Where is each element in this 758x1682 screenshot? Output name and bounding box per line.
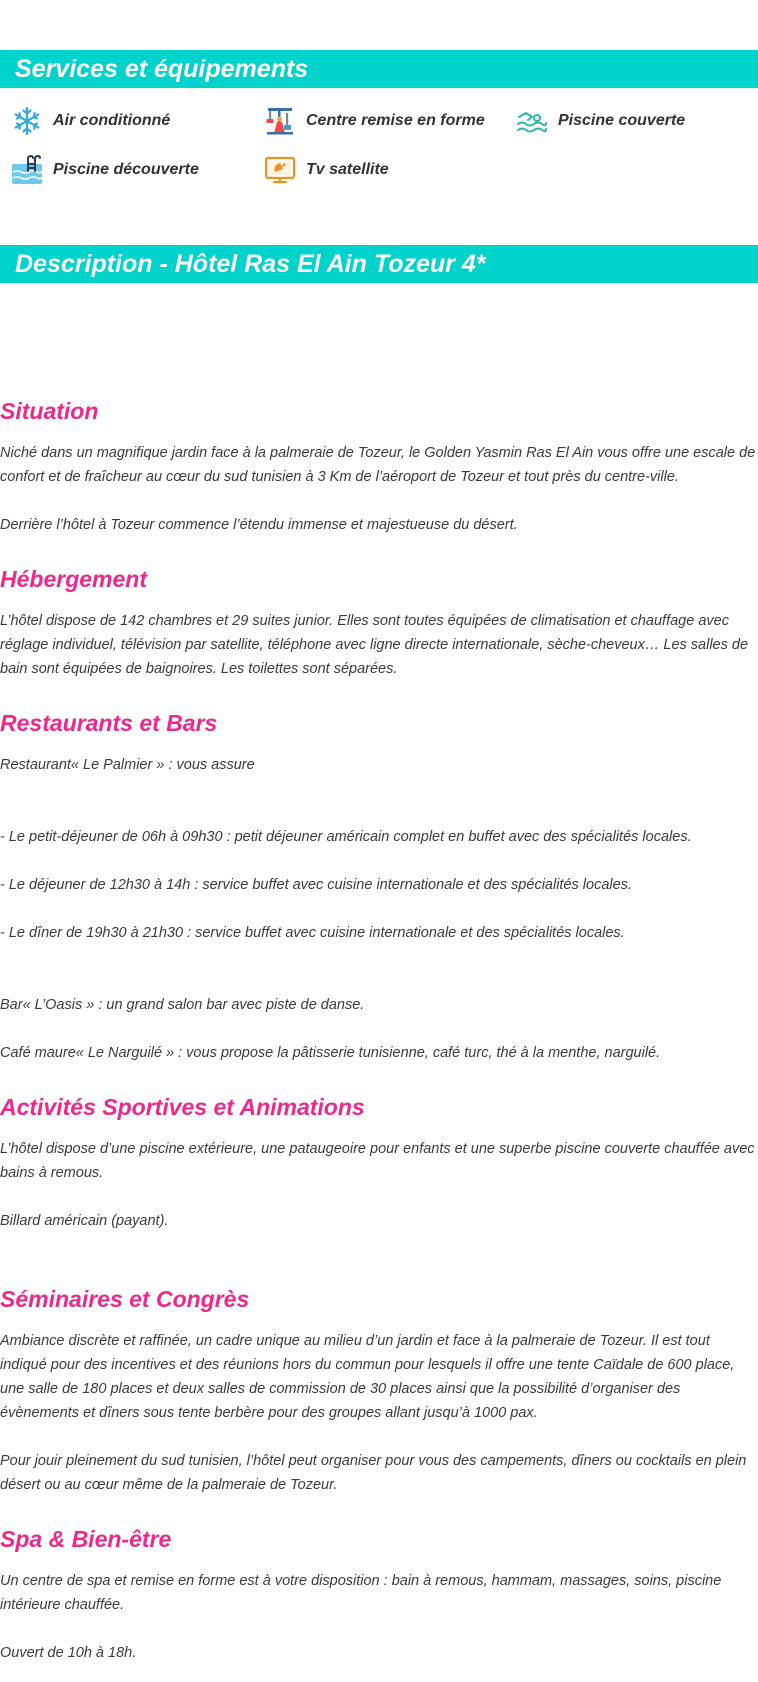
- service-label: Tv satellite: [306, 161, 389, 178]
- heading-situation: Situation: [0, 398, 99, 424]
- activites-paragraph-1: L’hôtel dispose d’une piscine extérieure, une pataugeoire pour enfants et une superbe piscine couverte chauffée avec bains à remous.: [0, 1141, 755, 1181]
- service-fitness-center: [264, 105, 485, 137]
- snowflake-icon: [11, 105, 43, 137]
- description-header: [0, 245, 758, 283]
- heading-seminaires: Séminaires et Congrès: [0, 1286, 250, 1312]
- service-label: Air conditionné: [53, 112, 171, 129]
- service-label: Piscine découverte: [53, 161, 199, 178]
- service-label: Centre remise en forme: [306, 112, 485, 129]
- outdoor-pool-icon: [11, 154, 43, 186]
- description-title: Description - Hôtel Ras El Ain Tozeur 4*: [15, 250, 486, 278]
- service-indoor-pool: [516, 105, 685, 137]
- hebergement-paragraph: L’hôtel dispose de 142 chambres et 29 suites junior. Elles sont toutes équipées de climatisation et chauffage avec réglage individuel, télévision par satellite, téléphone avec ligne directe internationale, sèche-cheveux… Les salles de bain sont équipées de baignoires. Les toilettes sont séparées.: [0, 613, 749, 677]
- heading-spa: Spa & Bien-être: [0, 1526, 172, 1552]
- seminaires-paragraph-2: Pour jouir pleinement du sud tunisien, l’hôtel peut organiser pour vous des campements, dîners ou cocktails en plein désert ou au cœur même de la palmeraie de Tozeur.: [0, 1453, 747, 1493]
- fitness-icon: [264, 105, 296, 137]
- cafe-narguile: Café maure« Le Narguilé » : vous propose la pâtisserie tunisienne, café turc, thé à la menthe, narguilé.: [0, 1045, 661, 1061]
- spa-paragraph-2: Ouvert de 10h à 18h.: [0, 1645, 137, 1661]
- services-header: [0, 50, 758, 88]
- heading-hebergement: Hébergement: [0, 566, 147, 592]
- service-label: Piscine couverte: [558, 112, 686, 129]
- situation-paragraph-2: Derrière l’hôtel à Tozeur commence l’étendu immense et majestueuse du désert.: [0, 517, 518, 533]
- situation-paragraph-1: Niché dans un magnifique jardin face à la palmeraie de Tozeur, le Golden Yasmin Ras El Ain vous offre une escale de confort et de fraîcheur au cœur du sud tunisien à 3 Km de l’aéroport de Tozeur et tout près du centre-ville.: [0, 445, 756, 485]
- heading-activites: Activités Sportives et Animations: [0, 1094, 365, 1120]
- restaurant-dinner: - Le dîner de 19h30 à 21h30 : service buffet avec cuisine internationale et des spécialités locales.: [0, 925, 625, 941]
- services-title: Services et équipements: [15, 55, 309, 83]
- indoor-pool-icon: [516, 105, 548, 137]
- restaurant-intro: Restaurant« Le Palmier » : vous assure: [0, 757, 255, 773]
- heading-restaurants: Restaurants et Bars: [0, 710, 218, 736]
- service-satellite-tv: [264, 154, 389, 186]
- seminaires-paragraph-1: Ambiance discrète et raffinée, un cadre unique au milieu d’un jardin et face à la palmeraie de Tozeur. Il est tout indiqué pour des incentives et des réunions hors du commun pour lesquels il offre une tente Caïdale de 600 place, une salle de 180 places et deux salles de commission de 30 places ainsi que la possibilité d’organiser des évènements et dîners sous tente berbère pour des groupes allant jusqu’à 1000 pax.: [0, 1333, 735, 1421]
- bar-oasis: Bar« L’Oasis » : un grand salon bar avec piste de danse.: [0, 997, 365, 1013]
- service-air-conditioning: [11, 105, 170, 137]
- satellite-tv-icon: [264, 154, 296, 186]
- spa-paragraph-1: Un centre de spa et remise en forme est à votre disposition : bain à remous, hammam, massages, soins, piscine intérieure chauffée.: [0, 1573, 722, 1613]
- restaurant-lunch: - Le déjeuner de 12h30 à 14h : service buffet avec cuisine internationale et des spécialités locales.: [0, 877, 632, 893]
- restaurant-breakfast: - Le petit-déjeuner de 06h à 09h30 : petit déjeuner américain complet en buffet avec des spécialités locales.: [0, 829, 692, 845]
- service-outdoor-pool: [11, 154, 199, 186]
- activites-paragraph-2: Billard américain (payant).: [0, 1213, 169, 1229]
